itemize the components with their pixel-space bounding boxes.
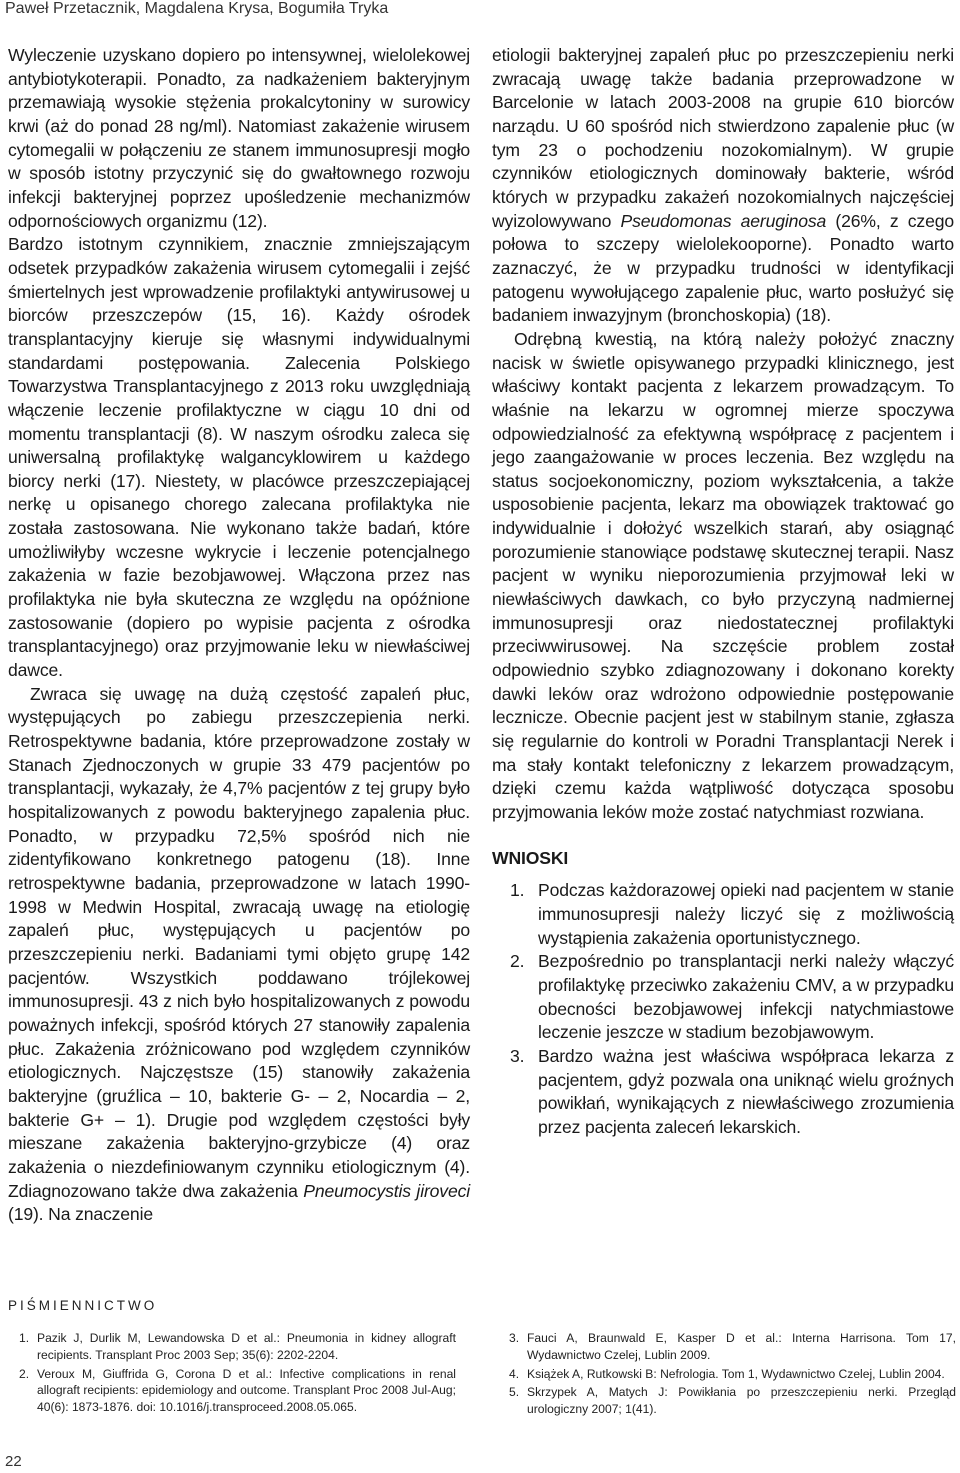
item-number: 1. [510,880,525,901]
paragraph: Wyleczenie uzyskano dopiero po intensywnej, wielolekowej antybiotykoterapii. Ponadto, za nadkażeniem bakteryjnym przemawiają wysokie stężenia prokalcytoniny w surowicy krwi (aż do ponad 28 ng/ml). Natomiast zakażenie wirusem cytomegalii w połączeniu ze stanem immunosupresji mogło w sposób istotny przyczynić się do gwałtownego rozwoju infekcji bakteryjnej poprzez upośledzenie mechanizmów odpornościowych organizmu (12). [8,45,470,231]
page-number: 22 [5,1453,22,1470]
italic-term: Pseudomonas aeruginosa [620,210,827,231]
reference-number: 4. [509,1366,520,1381]
conclusion-item [492,1045,954,1140]
italic-term: Pneumocystis jiroveci [303,1180,470,1201]
reference-number: 3. [509,1331,520,1345]
paragraph-text: etiologii bakteryjnej zapaleń płuc po przeszczepieniu nerki zwracają uwagę także badania przeprowadzone w Barcelonie w latach 2003-2008 na grupie 610 biorców narządu. U 60 spośród nich stwierdzono zapalenie płuc (w tym 23 o pochodzeniu nozokomialnym). W grupie czynników etiologicznych dominowały bakterie, wśród których w przypadku zakażeń nozokomialnych najczęściej wyizolowywano [492,45,954,231]
conclusion-item [492,879,954,950]
paragraph-text: (19). Na znaczenie [8,1204,153,1225]
reference-item [498,1330,956,1364]
section-heading-conclusions: WNIOSKI [492,847,569,868]
running-header: Paweł Przetacznik, Magdalena Krysa, Bogumiła Tryka [5,0,389,17]
reference-text: Fauci A, Braunwald E, Kasper D et al.: Interna Harrisona. Tom 17, Wydawnictwo Czelej, Lublin 2009. [527,1331,956,1362]
paragraph-text: Zwraca się uwagę na dużą częstość zapaleń płuc, występujących po zabiegu przeszczepienia nerki. Retrospektywne badania, które przeprowadzone zostały w Stanach Zjednoczonych w grupie 33 479 pacjentów po transplantacji, wykazały, że 4,7% pacjentów z tej grupy było hospitalizowanych z powodu bakteryjnego zapalenia płuc. Ponadto, w przypadku 72,5% spośród nich nie zidentyfikowano konkretnego patogenu (18). Inne retrospektywne badania, przeprowadzone w latach 1990-1998 w Medwin Hospital, zwracają uwagę na etiologię zapaleń płuc, występujących u pacjentów po przeszczepieniu nerki. Badaniami tymi objęto grupę 142 pacjentów. Wszystkich poddawano trójlekowej immunosupresji. 43 z nich było hospitalizowanych z powodu poważnych infekcji, spośród których 27 stanowiły zapalenia płuc. Zakażenia zróżnicowano pod względem czynników etiologicznych. Najczęstsze (15) stanowiły zakażenia bakteryjne (gruźlica – 10, bakterie G- – 2, Nocardia – 2, bakterie G+ – 1). Drugie pod względem częstości były mieszane zakażenia bakteryjno-grzybicze (4) oraz zakażenia o niezdefiniowanym czynniku etiologicznym (4). Zdiagnozowano także dwa zakażenia [8,683,470,1201]
references-heading: PIŚMIENNICTWO [8,1298,158,1313]
paragraph [8,683,470,1227]
reference-number: 1. [19,1331,30,1345]
reference-item [498,1384,956,1418]
reference-item [8,1330,456,1364]
paragraph: Bardzo istotnym czynnikiem, znacznie zmniejszającym odsetek przypadków zakażenia wirusem cytomegalii i zejść śmiertelnych jest wprowadzenie profilaktyki antywirusowej u biorców przeszczepów (15, 16). Każdy ośrodek transplantacyjny kieruje się własnymi indywidualnymi standardami postępowania. Zalecenia Polskiego Towarzystwa Transplantacyjnego z 2013 roku uwzględniają włączenie leczenie profilaktyczne w ciągu 10 dni od momentu transplantacji (8). W naszym ośrodku zaleca się uniwersalną profilaktykę walgancyklowirem u każdego biorcy nerki (17). Niestety, w placówce przeszczepiającej nerkę u opisanego chorego zalecana profilaktyka nie została zastosowana. Nie wykonano także badań, które umożliwiłyby wczesne wykrycie i leczenie potencjalnego zakażenia w fazie bezobjawowej. Włączona przez nas profilaktyka nie była skuteczna ze względu na opóźnione zastosowanie (dopiero po wypisie pacjenta z ośrodka transplantacyjnego) oraz przyjmowanie leku w niewłaściwej dawce. [8,234,470,681]
references-left [8,1330,456,1418]
paragraph: Odrębną kwestią, na którą należy położyć znaczny nacisk w świetle opisywanego przypadki klinicznego, jest właściwy kontakt pacjenta z lekarzem prowadzącym. To właśnie na lekarzu w ogromnej mierze spoczywa odpowiedzialność za efektywną współpracę z pacjentem i jego zaangażowanie w proces leczenia. Bez względu na status socjoekonomiczny, poziom wykształcenia, a także usposobienie pacjenta, lekarz ma obowiązek traktować go indywidualnie i dołożyć wszelkich starań, aby osiągnąć porozumienie stanowiące podstawę skutecznej terapii. Nasz pacjent w wyniku nieporozumienia przyjmował leki w niewłaściwych dawkach, co było przyczyną nadmiernej immunosupresji oraz niedostatecznej profilaktyki przeciwwirusowej. Na szczęście problem został odpowiednio szybko zdiagnozowany i dokonano korekty dawki leków oraz wdrożono odpowiednie postępowanie lecznicze. Obecnie pacjent jest w stabilnym stanie, zgłasza się regularnie do kontroli w Poradni Transplantacji Nerek i ma stały kontakt telefoniczny z lekarzem prowadzącym, dzięki czemu każda wątpliwość dotycząca sposobu przyjmowania leków może zostać natychmiast rozwiana. [492,328,954,822]
reference-text: Pazik J, Durlik M, Lewandowska D et al.: Pneumonia in kidney allograft recipients. Transplant Proc 2003 Sep; 35(6): 2202-2204. [37,1331,456,1362]
conclusion-item [492,950,954,1045]
reference-text: Książek A, Rutkowski B: Nefrologia. Tom 1, Wydawnictwo Czelej, Lublin 2004. [527,1366,945,1381]
right-column [492,44,954,1140]
reference-number: 2. [19,1366,30,1381]
item-text: Podczas każdorazowej opieki nad pacjentem w stanie immunosupresji należy liczyć się z możliwością wystąpienia zakażenia oportunistycznego. [538,880,954,948]
references-right [498,1330,956,1420]
reference-text: Skrzypek A, Matych J: Powikłania po przeszczepieniu nerki. Przegląd urologiczny 2007; 1(41). [527,1385,956,1417]
conclusions-list [492,879,954,1139]
reference-item [8,1366,456,1416]
paragraph [492,44,954,328]
paragraph-text: (26%, z czego połowa to szczepy wielolekooporne). Ponadto warto zaznaczyć, że w przypadku trudności w identyfikacji patogenu wywołującego zapalenie płuc, warto posłużyć się badaniem inwazyjnym (bronchoskopia) (18). [492,210,954,326]
reference-item [498,1366,956,1383]
item-text: Bezpośrednio po transplantacji nerki należy włączyć profilaktykę przeciwko zakażeniu CMV, a w przypadku obecności bezobjawowej infekcji natychmiastowe leczenie jeszcze w stadium bezobjawowym. [538,951,954,1043]
reference-text: Veroux M, Giuffrida G, Corona D et al.: Infective complications in renal allograft recipients: epidemiology and outcome. Transplant Proc 2008 Jul-Aug; 40(6): 1873-1876. doi: 10.1016/j.transproceed.2008.05.065. [37,1366,456,1415]
left-column [8,44,470,1227]
reference-number: 5. [509,1385,520,1400]
item-number: 3. [510,1045,525,1066]
item-text: Bardzo ważna jest właściwa współpraca lekarza z pacjentem, gdyż pozwala ona uniknąć wielu groźnych powikłań, wynikających z niewłaściwego zrozumienia przez pacjenta zaleceń lekarskich. [538,1045,954,1137]
item-number: 2. [510,951,525,972]
